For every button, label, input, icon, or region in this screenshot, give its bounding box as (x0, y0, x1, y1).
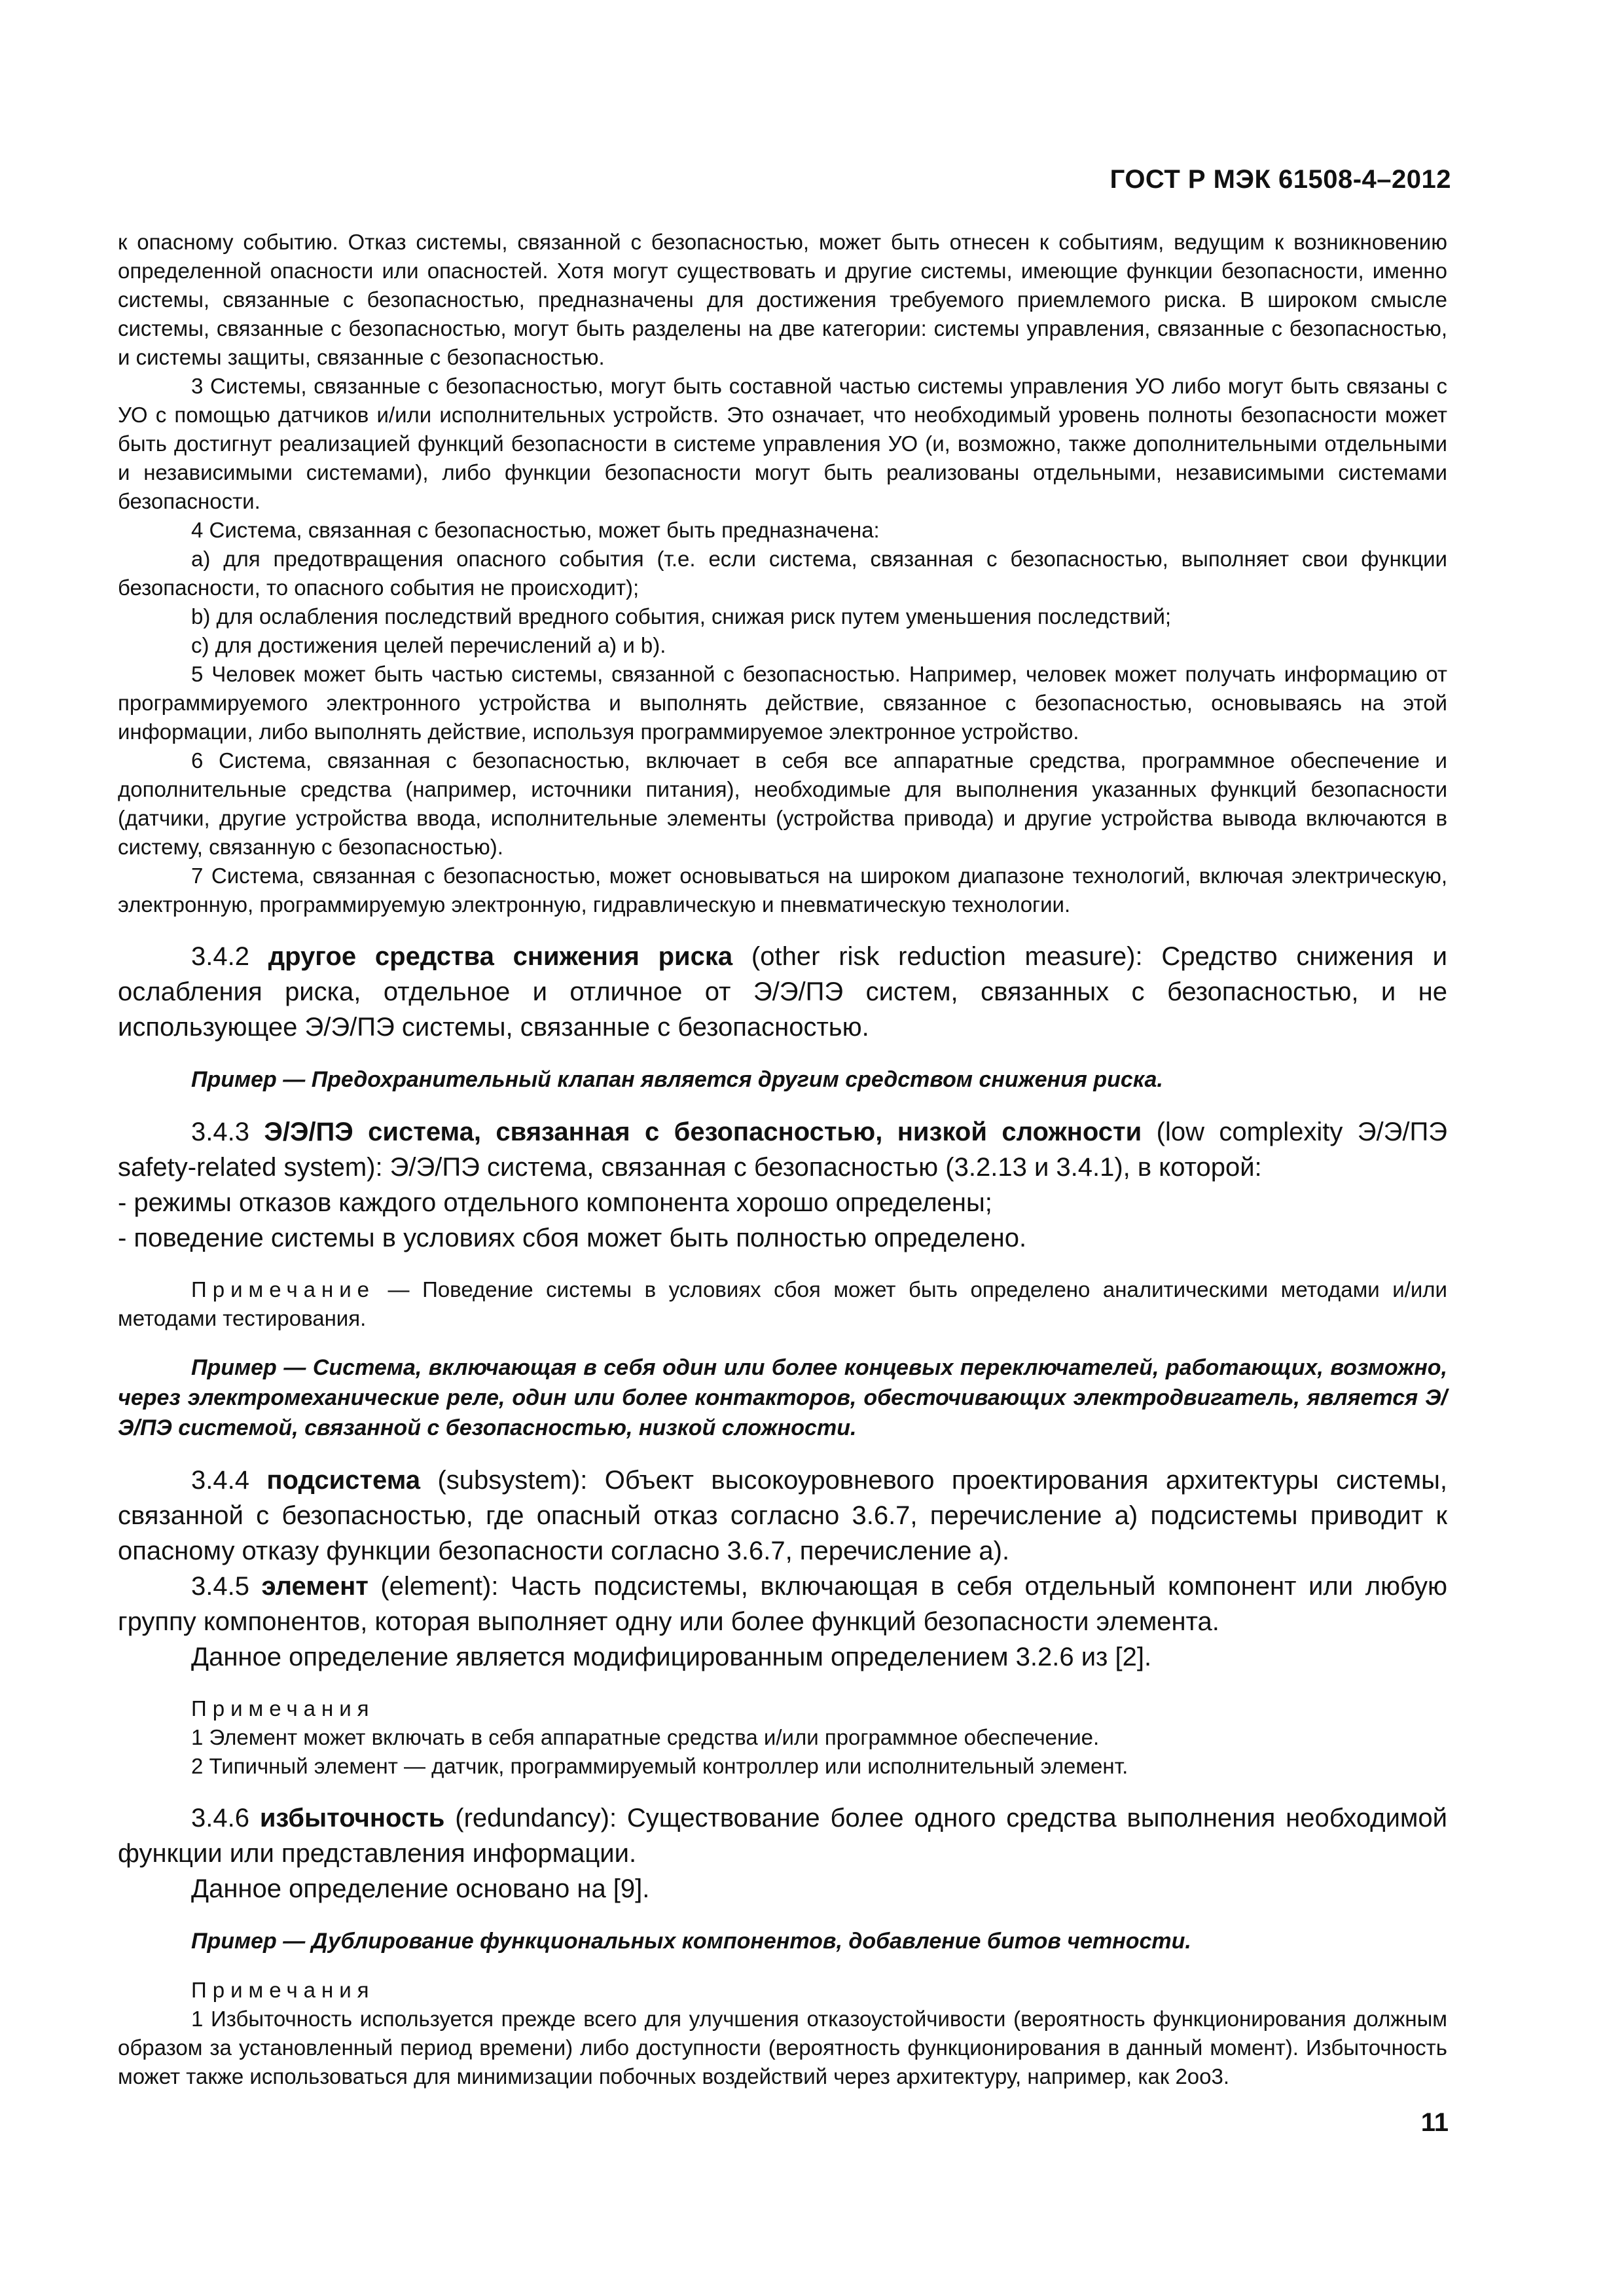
list-item-a: a) для предотвращения опасного события (т.е. если система, связанная с безопасностью, выполняет свои функции безопасности, то опасного события не происходит); (118, 547, 1447, 600)
notes-label-text: Примечания (191, 1978, 375, 2002)
list-item-b: b) для ослабления последствий вредного события, снижая риск путем уменьшения последствий; (191, 604, 1172, 629)
page-number: 11 (1420, 2108, 1449, 2137)
definition-text: (subsystem): Объект высокоуровневого проектирования архитектуры системы, связанной с безопасностью, где опасный отказ согласно 3.6.7, перечисление a) подсистемы приводит к опасному отказу функции безопасности согласно 3.6.7, перечисление a). (118, 1466, 1447, 1565)
example-3-4-6: Пример — Дублирование функциональных компонентов, добавление битов четности. (191, 1929, 1191, 1954)
example-3-4-2: Пример — Предохранительный клапан является другим средством снижения риска. (191, 1067, 1163, 1092)
term: избыточность (259, 1804, 445, 1832)
example-3-4-3: Пример — Система, включающая в себя один или более концевых переключателей, работающих, возможно, через электромеханические реле, один или более контакторов, обесточивающих электродвигатель, является Э/Э/ПЭ системой, связанной с безопасностью, низкой сложности. (118, 1355, 1447, 1440)
note-paragraph-4: 4 Система, связанная с безопасностью, может быть предназначена: (191, 518, 880, 542)
note-item: 2 Типичный элемент — датчик, программируемый контроллер или исполнительный элемент. (191, 1754, 1128, 1778)
list-item: - режимы отказов каждого отдельного компонента хорошо определены; (118, 1188, 992, 1217)
definition-text: (redundancy): Существование более одного средства выполнения необходимой функции или представления информации. (118, 1804, 1447, 1868)
definition-3-4-5 (118, 1569, 1447, 1639)
note-paragraph-6: 6 Система, связанная с безопасностью, включает в себя все аппаратные средства, программное обеспечение и дополнительные средства (например, источники питания), необходимые для выполнения указанных функций безопасности (датчики, другие устройства ввода, исполнительные элементы (устройства привода) и другие устройства вывода включаются в систему, связанную с безопасностью). (118, 748, 1447, 859)
source-3-4-6: Данное определение основано на [9]. (191, 1874, 650, 1903)
paragraph-continuation: к опасному событию. Отказ системы, связанной с безопасностью, может быть отнесен к событиям, ведущим к возникновению определенной опасности или опасностей. Хотя могут существовать и другие системы, имеющие функции безопасности, именно системы, связанные с безопасностью, предназначены для достижения требуемого приемлемого риска. В широком смысле системы, связанные с безопасностью, могут быть разделены на две категории: системы управления, связанные с безопасностью, и системы защиты, связанные с безопасностью. (118, 230, 1447, 369)
clause-number: 3.4.2 (191, 942, 268, 971)
list-item: - поведение системы в условиях сбоя может быть полностью определено. (118, 1224, 1027, 1252)
term: элемент (261, 1572, 369, 1601)
note-label: Примечание (191, 1277, 376, 1302)
clause-number: 3.4.6 (191, 1804, 260, 1832)
note-item: 1 Элемент может включать в себя аппаратные средства и/или программное обеспечение. (191, 1725, 1100, 1749)
page-content (118, 228, 1447, 2091)
definition-3-4-3 (118, 1114, 1447, 1185)
term: подсистема (266, 1466, 421, 1495)
definition-text: (other risk reduction measure): Средство снижения и ослабления риска, отдельное и отличное от Э/Э/ПЭ систем, связанных с безопасностью, и не использующее Э/Э/ПЭ системы, связанные с безопасностью. (118, 942, 1448, 1042)
note-text: — Поведение системы в условиях сбоя может быть определено аналитическими методами и/или методами тестирования. (118, 1277, 1447, 1330)
note-paragraph-7: 7 Система, связанная с безопасностью, может основываться на широком диапазоне технологий, включая электрическую, электронную, программируемую электронную, гидравлическую и пневматическую технологии. (118, 864, 1447, 917)
term: другое средства снижения риска (268, 942, 733, 971)
definition-text: (element): Часть подсистемы, включающая в себя отдельный компонент или любую группу компонентов, которая выполняет одну или более функций безопасности элемента. (118, 1572, 1447, 1636)
note-paragraph-5: 5 Человек может быть частью системы, связанной с безопасностью. Например, человек может получать информацию от программируемого электронного устройства и выполнять действие, связанное с безопасностью, основываясь на этой информации, либо выполнять действие, используя программируемое электронное устройство. (118, 662, 1447, 744)
source-3-4-5: Данное определение является модифицированным определением 3.2.6 из [2]. (191, 1643, 1152, 1671)
notes-label (118, 1976, 1447, 2005)
clause-number: 3.4.3 (191, 1118, 264, 1146)
list-item-c: c) для достижения целей перечислений a) и b). (191, 633, 666, 657)
note-3-4-3 (118, 1275, 1447, 1333)
definition-3-4-2 (118, 939, 1447, 1045)
notes-label-text: Примечания (191, 1696, 375, 1721)
definition-3-4-4 (118, 1463, 1447, 1569)
note-item: 1 Избыточность используется прежде всего для улучшения отказоустойчивости (вероятность функционирования должным образом за установленный период времени) либо доступности (вероятность функционирования в данный момент). Избыточность может также использоваться для минимизации побочных воздействий через архитектуру, например, как 2oo3. (118, 2007, 1447, 2088)
notes-label (118, 1694, 1447, 1723)
clause-number: 3.4.4 (191, 1466, 267, 1495)
note-paragraph-3: 3 Системы, связанные с безопасностью, могут быть составной частью системы управления УО либо могут быть связаны с УО с помощью датчиков и/или исполнительных устройств. Это означает, что необходимый уровень полноты безопасности может быть достигнут реализацией функций безопасности в системе управления УО (и, возможно, также дополнительными отдельными и независимыми системами), либо функции безопасности могут быть реализованы отдельными, независимыми системами безопасности. (118, 374, 1447, 513)
definition-3-4-6 (118, 1800, 1447, 1871)
clause-number: 3.4.5 (191, 1572, 262, 1601)
definition-text: (low complexity Э/Э/ПЭ safety-related system): Э/Э/ПЭ система, связанная с безопасностью (3.2.13 и 3.4.1), в которой: (118, 1118, 1447, 1182)
standard-code: ГОСТ Р МЭК 61508-4–2012 (1110, 165, 1451, 194)
term: Э/Э/ПЭ система, связанная с безопасностью, низкой сложности (264, 1118, 1142, 1146)
